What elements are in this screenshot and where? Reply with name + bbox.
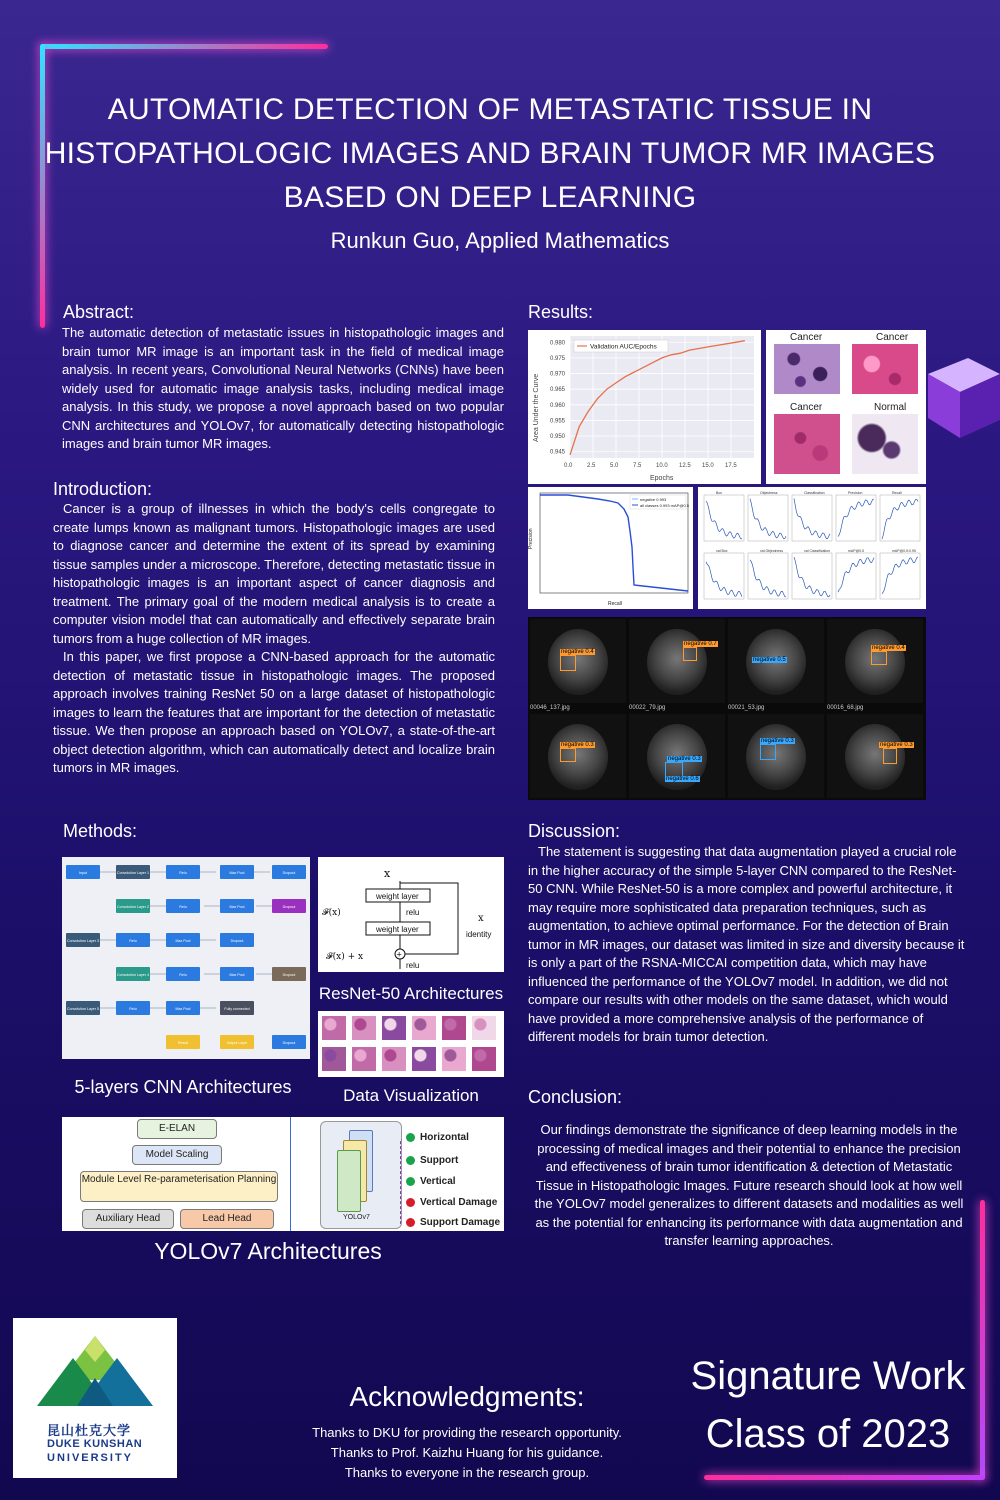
training-panel-frame [792,553,832,599]
data-visualization-tile [412,1016,436,1040]
tissue-label-4: Normal [874,402,907,413]
neon-frame-bottom [704,1475,985,1480]
auc-y-tick: 0.980 [550,340,566,347]
auc-y-tick: 0.950 [550,434,566,441]
cnn-block-label: Max Pool [175,939,191,943]
yolo-legend-4: Vertical Damage [420,1197,498,1208]
training-panel-title: Box [716,491,723,495]
mri-detection-panel [528,617,926,800]
resnet-x-top: x [384,867,391,880]
cnn-block-label: Input [79,871,87,875]
acknowledgments-line-1: Thanks to DKU for providing the research opportunity. [312,1425,622,1440]
cnn-caption: 5-layers CNN Architectures [74,1077,292,1097]
training-curves-panel [698,487,926,609]
auc-x-tick: 2.5 [587,463,596,469]
training-curves-grid [698,487,926,609]
mri-image-1 [530,619,626,703]
mri-file-3: 00021_53.jpg [728,705,765,711]
mri-file-4: 00016_68.jpg [827,705,864,711]
training-panel-title: Recall [892,491,902,495]
auc-x-tick: 12.5 [679,463,691,469]
training-panel-frame [836,495,876,541]
tissue-image-cancer-1 [774,344,840,394]
discussion-text [528,843,970,1047]
neon-frame-right [980,1200,985,1480]
yolo-legend-dot-2 [406,1156,415,1165]
cnn-block-label: Convolution Layer 5 [67,1007,99,1011]
data-visualization-tile [472,1047,496,1071]
dku-logo-en1: DUKE KUNSHAN [47,1438,143,1450]
auc-x-tick: 7.5 [633,463,642,469]
resnet-x-identity: x [478,913,484,924]
tissue-image-cancer-3 [774,414,840,474]
mri-file-2: 00022_79.jpg [629,705,666,711]
mri-label-7: negative 0.6 [666,776,699,782]
auc-xlabel: Epochs [650,475,674,482]
mri-image-3 [728,619,824,703]
signature-line-2: Class of 2023 [705,1412,951,1456]
training-panel-title: Precision [848,491,863,495]
cnn-block-label: Dropout [282,973,296,977]
auc-y-tick: 0.970 [550,371,566,378]
training-panel-frame [880,495,920,541]
cnn-block-label: Convolution Layer 2 [117,905,149,909]
training-panel-title: val Classification [804,549,831,553]
resnet-weight-1: weight layer [376,892,419,901]
mri-label-8: negative 0.3 [761,738,794,744]
cnn-block-label: Convolution Layer 3 [67,939,99,943]
data-visualization-tile [352,1047,376,1071]
pr-legend-2: all classes 0.993 mAP@0.5 [640,503,689,508]
data-visualization-tile [382,1047,406,1071]
tissue-label-2: Cancer [876,332,909,343]
pr-ylabel: Precision [528,528,534,549]
pr-xlabel: Recall [608,601,622,607]
cnn-block-label: Convolution Layer 1 [117,871,149,875]
data-visualization-tile [352,1016,376,1040]
yolo-legend-2: Support [420,1155,459,1166]
data-visualization-tile [412,1047,436,1071]
auc-x-tick: 17.5 [725,463,737,469]
yolov7-caption: YOLOv7 Architectures [154,1238,382,1264]
cnn-architecture-diagram [62,857,310,1059]
data-visualization-tile [382,1016,406,1040]
resnet-identity: identity [466,930,492,939]
auc-y-tick: 0.965 [550,387,566,394]
cnn-block-label: Dropout [282,905,296,909]
cnn-block-label: Max Pool [229,973,245,977]
auc-x-tick: 0.0 [564,463,573,469]
training-panel-frame [704,495,744,541]
auc-x-tick: 10.0 [656,463,668,469]
tissue-image-normal [852,414,918,474]
training-panel-title: val Objectness [760,549,783,553]
mri-image-2 [629,619,725,703]
yolo-aux-head-box: Auxiliary Head [82,1209,174,1229]
cnn-block-label: Result [177,1041,189,1045]
resnet-block [318,857,504,972]
discussion-heading: Discussion: [528,821,621,841]
auc-legend-label: Validation AUC/Epochs [590,343,657,351]
training-panel-title: Classification [804,491,825,495]
mri-image-7 [728,714,824,798]
pr-legend-1: negative 0.993 [640,497,667,502]
auc-chart-panel [528,330,761,484]
cnn-block-label: Dropout [230,939,244,943]
data-visualization-panel [318,1011,504,1077]
conclusion-heading: Conclusion: [528,1087,623,1107]
cnn-flow [62,857,310,1059]
auc-y-tick: 0.960 [550,402,566,409]
mri-image-4 [827,619,923,703]
yolo-legend-dot-3 [406,1177,415,1186]
acknowledgments-heading: Acknowledgments: [349,1381,585,1412]
training-panel-frame [836,553,876,599]
resnet-plus: + [396,949,402,960]
auc-y-tick: 0.945 [550,449,566,456]
cnn-block-label: Max Pool [229,905,245,909]
mri-label-4: negative 0.4 [872,645,905,651]
auc-x-tick: 5.0 [610,463,619,469]
training-panel-frame [792,495,832,541]
dku-logo-cn: 昆山杜克大学 [47,1423,132,1438]
mri-label-1: negative 0.4 [561,649,594,655]
training-panel-title: val Box [716,549,728,553]
introduction-body [53,500,495,778]
resnet-block-diagram [318,857,504,972]
mri-label-9: negative 0.3 [880,742,913,748]
yolo-legend-dot-4 [406,1198,415,1207]
acknowledgments-line-2: Thanks to Prof. Kaizhu Huang for his guidance. [330,1445,604,1460]
cnn-block-label: Dropout [282,1041,296,1045]
signature-line-1: Signature Work [690,1354,966,1398]
resnet-caption: ResNet-50 Architectures [318,984,504,1003]
mri-label-3: negative 0.5 [753,657,786,663]
tissue-samples-panel [766,330,926,484]
yolo-model-box [320,1121,402,1229]
cnn-block-label: Convolution Layer 4 [117,973,149,977]
mri-image-6 [629,714,725,798]
introduction-heading: Introduction: [53,479,153,499]
cnn-block-label: Max Pool [229,871,245,875]
training-panel-frame [880,553,920,599]
introduction-paragraph-1: Cancer is a group of illnesses in which the body's cells congregate to create lumps known as malignant tumors. Histopathologic images are used to diagnose cancer and determine the extent of its spread by examining tissue samples under a microscope. Therefore, detecting metastatic tissue in histopathologic images is an important aspect of cancer diagnosis and treatment. The primary goal of the modern medical analysis is to create a computer vision model that can automatically and effectively separate brain tumors from a huge collection of MR images. [53,501,495,646]
abstract-text: The automatic detection of metastatic issues in histopathologic images and brain tumor MR image is an important task in the field of medical image analysis. In recent years, Convolutional Neural Networks (CNNs) have been widely used for automatic image analysis tasks, including medical image analysis. In this study, we propose a novel approach based on two popular CNN architectures and YOLOv7, for automatically detecting histopathologic images and brain tumor MR images. [62,325,504,451]
tissue-label-3: Cancer [790,402,823,413]
cnn-block-label: Relu [129,1007,137,1011]
yolo-model-label: YOLOv7 [343,1214,370,1221]
yolo-legend-dot-5 [406,1218,415,1227]
tissue-label-1: Cancer [790,332,823,343]
yolo-legend-3: Vertical [420,1176,456,1187]
discussion-paragraph: The statement is suggesting that data augmentation played a crucial role in the higher accuracy of the simple 5-layer CNN compared to the ResNet-50 CNN. While ResNet-50 is a more complex and powerful architecture, it may require more sophisticated data preparation techniques, such as augmentation, to achieve optimal performance. For the detection of Brain tumor in MR images, our dataset was limited in size and diversity because it is only a part of the RSNA-MICCAI competition data, which may have influenced the performance of the YOLOv7 model. In addition, we did not compare our results with other models on the same dataset, which would have provided a more comprehensive analysis of the performance of different models for brain tumor detection. [528,844,965,1044]
methods-heading: Methods: [63,821,138,841]
yolo-divider [290,1117,291,1231]
abstract-heading: Abstract: [63,302,135,322]
data-visualization-tile [472,1016,496,1040]
poster-title: AUTOMATIC DETECTION OF METASTATIC TISSUE IN HISTOPATHOLOGIC IMAGES AND BRAIN TUMOR MR IMAGES BASED ON DEEP LEARNING [44,93,936,214]
cnn-block-label: Relu [179,871,187,875]
data-visualization-tile [322,1016,346,1040]
mri-label-6: negative 0.3 [668,756,701,762]
auc-y-tick: 0.955 [550,418,566,425]
auc-y-tick: 0.975 [550,355,566,362]
data-visualization-tile [442,1047,466,1071]
training-panel-frame [748,553,788,599]
acknowledgments-line-3: Thanks to everyone in the research group. [344,1465,590,1480]
cube-decoration [918,354,1000,438]
dku-logo-en2: UNIVERSITY [47,1452,134,1464]
yolo-lead-head-box: Lead Head [180,1209,274,1229]
yolo-scaling-box: Model Scaling [132,1145,222,1165]
poster-author: Runkun Guo, Applied Mathematics [330,228,670,253]
cnn-block-label: Max Pool [175,1007,191,1011]
conclusion-text: Our findings demonstrate the significance of deep learning models in the processing of medical images and their potential to enhance the precision and effectiveness of brain tumor identification & detection of Metastatic Tissue in Histopathologic Images. Future research should look at how well the YOLOv7 model generalizes to different datasets and modalities as well as the potential for enhancing its performance with data augmentation and transfer learning approaches. [534,1122,964,1248]
cnn-block-label: Relu [179,905,187,909]
yolo-legend-dot-1 [406,1133,415,1142]
tissue-image-cancer-2 [852,344,918,394]
cnn-block-label: Fully connected [224,1007,250,1011]
resnet-relu-1: relu [406,908,420,917]
neon-frame-top [40,44,328,49]
yolov7-architecture-diagram [62,1117,504,1231]
yolo-legend-5: Support Damage [420,1217,501,1228]
mri-label-2: negative 0.7 [684,641,717,647]
results-heading: Results: [528,302,594,322]
mri-label-5: negative 0.3 [561,742,594,748]
training-panel-title: mAP@0.5:0.95 [892,549,916,553]
data-visualization-tile [322,1047,346,1071]
yolo-reparam-box: Module Level Re-parameterisation Planning [80,1171,278,1202]
dku-logo-mark [13,1318,177,1418]
training-panel-title: Objectness [760,491,778,495]
training-panel-title: mAP@0.5 [848,549,865,553]
dku-logo [13,1318,177,1478]
pr-curve-panel [528,487,693,609]
data-visualization-tile [442,1016,466,1040]
mri-file-1: 00046_137.jpg [530,705,570,711]
cnn-block-label: Relu [129,939,137,943]
data-visualization-caption: Data Visualization [343,1086,479,1105]
mri-image-8 [827,714,923,798]
cnn-block-label: Dropout [282,871,296,875]
auc-chart [528,330,761,484]
cnn-block-label: Relu [179,973,187,977]
yolo-legend-1: Horizontal [420,1132,469,1143]
auc-x-tick: 15.0 [702,463,714,469]
cnn-block-label: Output Layer [226,1041,248,1045]
resnet-weight-2: weight layer [376,925,419,934]
resnet-fx-plus-x: 𝓕(x) + x [326,952,364,962]
resnet-fx: 𝓕(x) [322,908,341,918]
yolo-eelan-box: E-ELAN [137,1119,217,1139]
introduction-paragraph-2: In this paper, we first propose a CNN-based approach for the automatic detection of metastatic tissue in histopathologic images. The proposed approach involves training ResNet 50 on a large dataset of histopathologic images to learn the features that are important for the detection of metastatic tissue. We then propose an approach based on YOLOv7, a state-of-the-art object detection algorithm, which can automatically detect and localize brain tumors in MR images. [53,649,495,775]
mri-image-5 [530,714,626,798]
auc-ylabel: Area Under the Curve [533,373,540,442]
pr-curve-chart [528,487,693,609]
resnet-relu-2: relu [406,961,420,970]
